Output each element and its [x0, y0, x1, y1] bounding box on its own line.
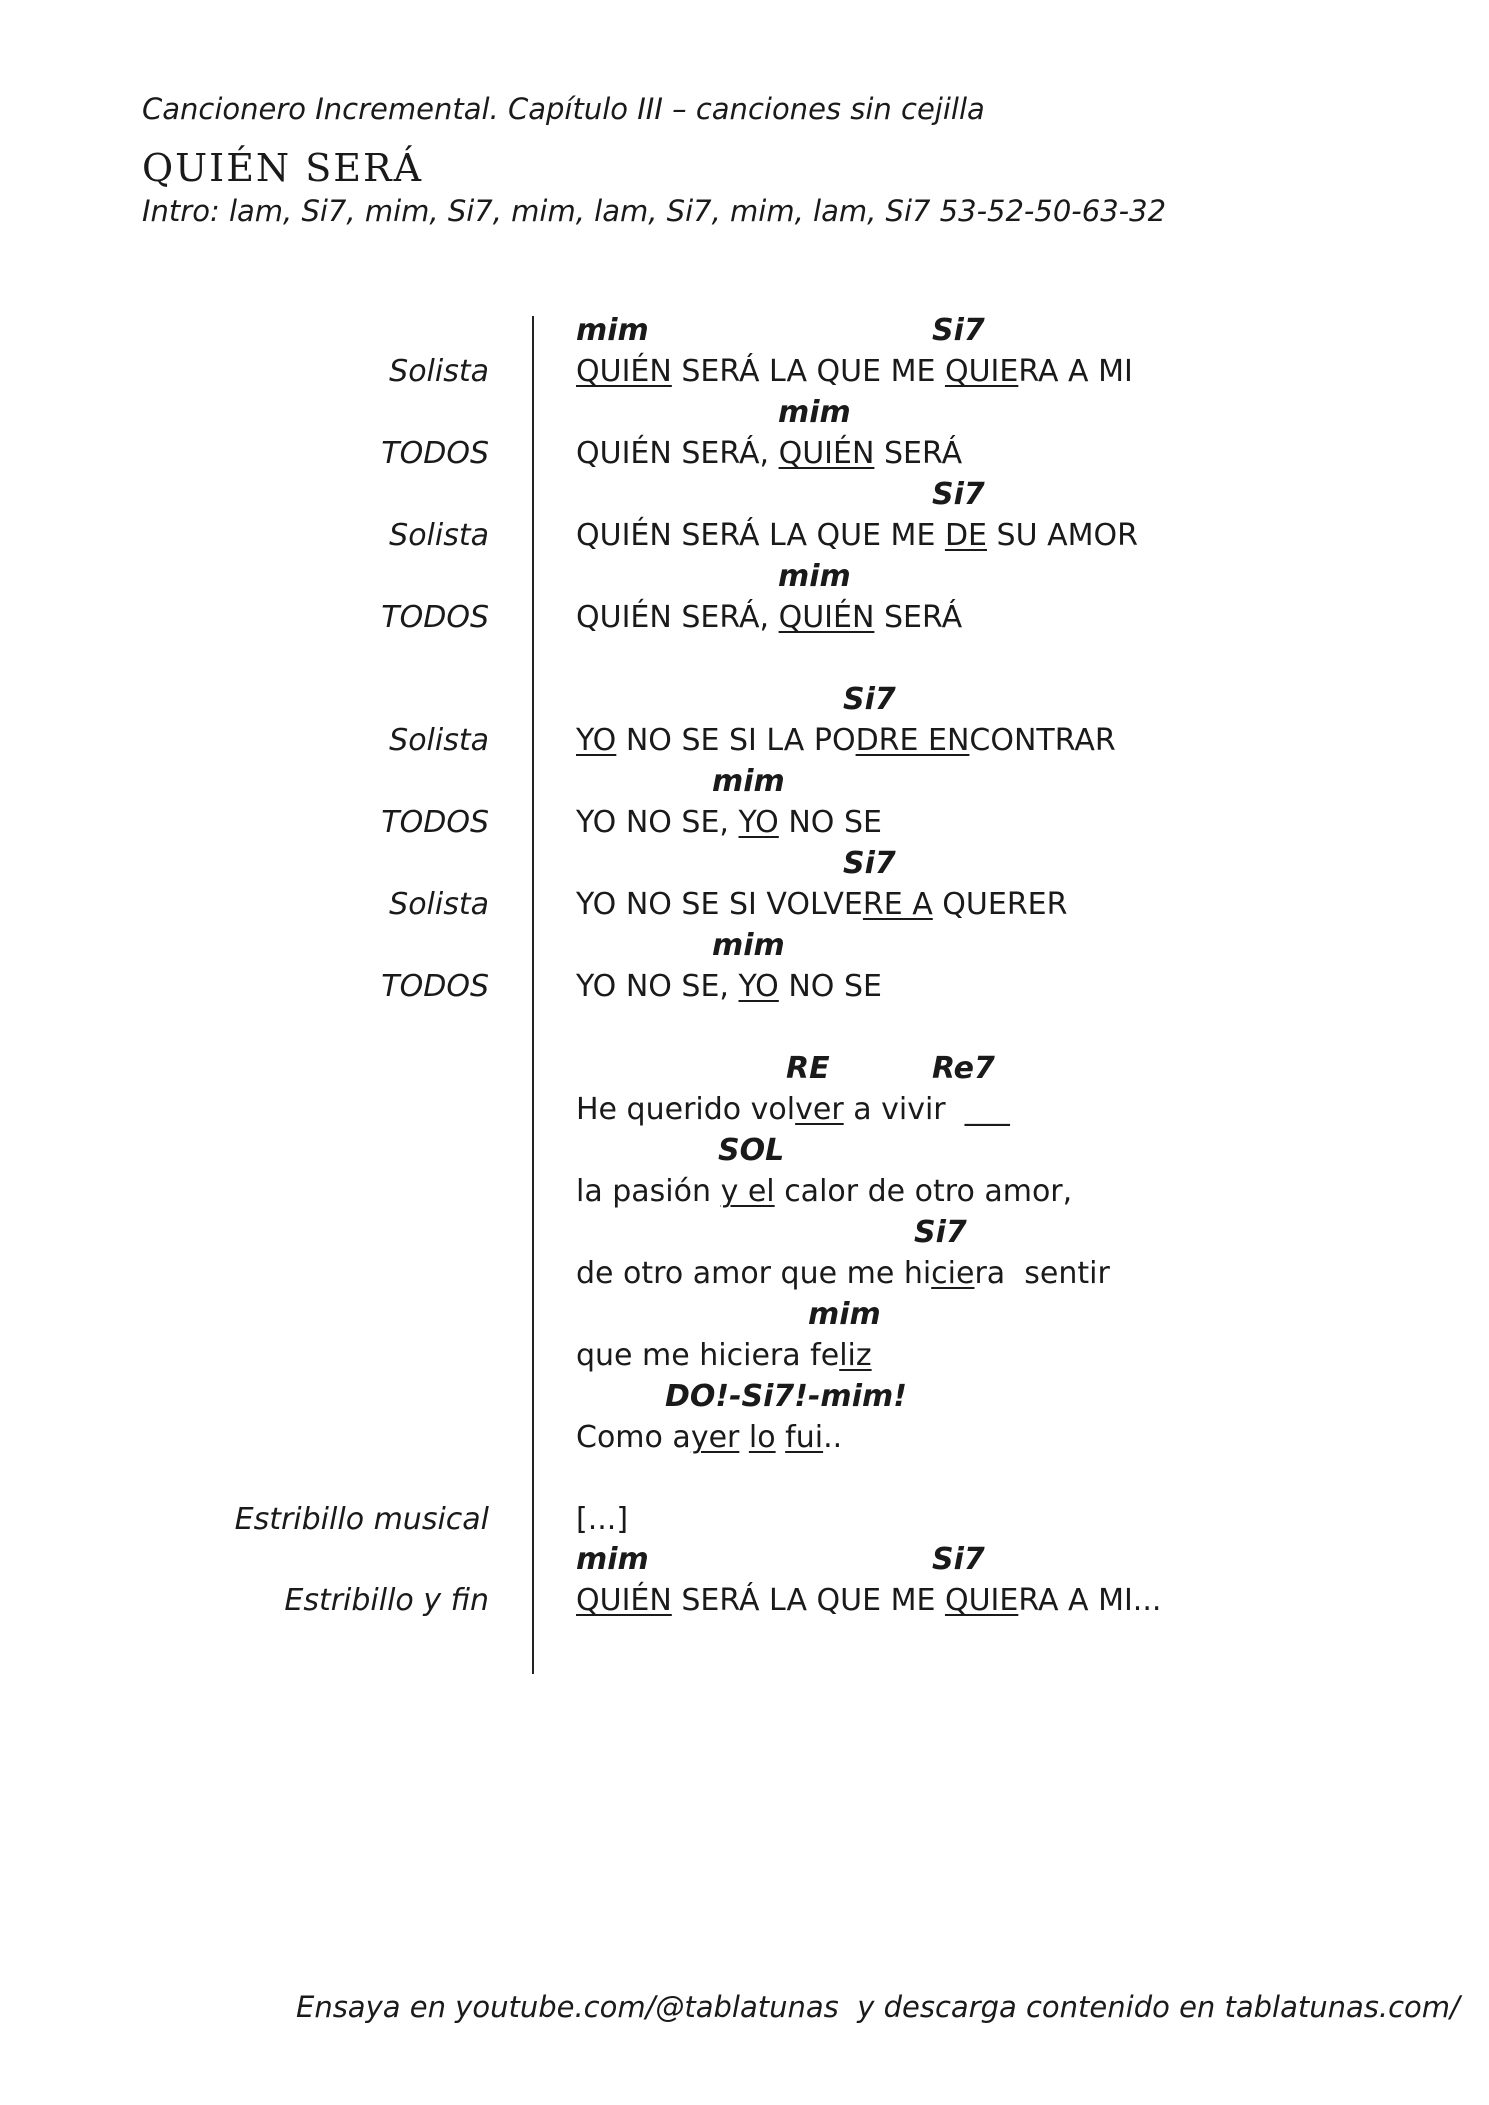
lyric-text: SERÁ LA QUE ME	[671, 1583, 945, 1618]
lyric-text: YO NO SE,	[576, 969, 739, 1004]
chord-label: mim	[778, 395, 851, 430]
lyric-text: QUERER	[932, 887, 1068, 922]
lyric-text: [...]	[576, 1502, 629, 1537]
lyric-line	[576, 723, 1116, 758]
lyric-text: YO NO SE SI VOLVE	[576, 887, 863, 922]
chord-label: Si7	[843, 846, 896, 881]
lyric-line	[576, 600, 962, 635]
vertical-divider	[532, 316, 534, 1674]
stressed-syllable: QUIÉN	[778, 436, 875, 471]
stressed-syllable: DRE EN	[855, 723, 970, 758]
chord-label: Si7	[932, 313, 985, 348]
lyric-text: He querido vol	[576, 1092, 796, 1127]
stressed-syllable: YO	[738, 969, 779, 1004]
lyric-text	[739, 1420, 749, 1455]
lyric-text: la pasión	[576, 1174, 721, 1209]
lyric-line	[576, 1092, 1010, 1127]
stressed-syllable: QUIE	[944, 1583, 1019, 1618]
lyric-text	[776, 1420, 786, 1455]
lyric-line	[576, 1174, 1072, 1209]
lyric-text: YO NO SE,	[576, 805, 739, 840]
lyric-line	[576, 805, 882, 840]
lyric-line	[576, 1420, 842, 1455]
chord-label: SOL	[718, 1133, 785, 1168]
lyric-line	[576, 518, 1138, 553]
chord-label: mim	[712, 928, 785, 963]
lyric-line	[576, 436, 962, 471]
chord-label: DO!-Si7!-mim!	[665, 1379, 907, 1414]
stressed-syllable: y el	[720, 1174, 775, 1209]
chord-label: mim	[808, 1297, 881, 1332]
stressed-syllable: QUIE	[944, 354, 1019, 389]
lyric-text: SERÁ	[874, 436, 963, 471]
stressed-syllable: DE	[944, 518, 987, 553]
singer-role: Estribillo y fin	[284, 1583, 489, 1618]
lyric-text: QUIÉN SERÁ,	[576, 600, 779, 635]
book-title: Cancionero Incremental. Capítulo III – canciones sin cejilla	[142, 92, 985, 126]
lyric-text: Como a	[576, 1420, 691, 1455]
lyric-line	[576, 969, 882, 1004]
chord-label: Si7	[932, 1542, 985, 1577]
chord-label: RE	[786, 1051, 830, 1086]
lyric-line	[576, 1338, 872, 1373]
lyric-text: NO SE SI LA PO	[616, 723, 856, 758]
lyric-text: QUIÉN SERÁ,	[576, 436, 779, 471]
chord-label: Si7	[843, 682, 896, 717]
chord-label: Re7	[932, 1051, 995, 1086]
lyric-text: SERÁ	[874, 600, 963, 635]
stressed-syllable: liz	[839, 1338, 872, 1373]
stressed-syllable: fui	[785, 1420, 824, 1455]
chord-label: Si7	[914, 1215, 967, 1250]
footer-text: Ensaya en youtube.com/@tablatunas y descarga contenido en tablatunas.com/	[296, 1990, 1460, 2024]
lyric-text: RA A MI...	[1018, 1583, 1162, 1618]
stressed-syllable: yer	[690, 1420, 740, 1455]
singer-role: Solista	[389, 518, 489, 553]
lyric-text: CONTRAR	[969, 723, 1116, 758]
intro-line: Intro: lam, Si7, mim, Si7, mim, lam, Si7, mim, lam, Si7 53-52-50-63-32	[142, 194, 1167, 228]
stressed-syllable: YO	[738, 805, 779, 840]
chord-label: mim	[576, 1542, 649, 1577]
lyric-text: calor de otro amor,	[774, 1174, 1073, 1209]
stressed-syllable: RE A	[862, 887, 933, 922]
chord-label: mim	[576, 313, 649, 348]
stressed-syllable: QUIÉN	[576, 354, 672, 389]
stressed-syllable: YO	[576, 723, 617, 758]
stressed-syllable: QUIÉN	[576, 1583, 672, 1618]
lyric-text: que me hiciera fe	[576, 1338, 840, 1373]
lyric-text: SU AMOR	[987, 518, 1138, 553]
singer-role: TODOS	[381, 600, 489, 635]
lyric-text: RA A MI	[1018, 354, 1133, 389]
lyric-line	[576, 1583, 1161, 1618]
stressed-syllable: cie	[931, 1256, 975, 1291]
chord-label: Si7	[932, 477, 985, 512]
singer-role: Solista	[389, 354, 489, 389]
singer-role: TODOS	[381, 969, 489, 1004]
lyric-text: NO SE	[778, 805, 882, 840]
lyric-text: SERÁ LA QUE ME	[671, 354, 945, 389]
lyric-line	[576, 1502, 628, 1537]
lyric-text: a vivir	[843, 1092, 965, 1127]
singer-role: Solista	[389, 723, 489, 758]
lyric-text: ra sentir	[974, 1256, 1110, 1291]
chord-label: mim	[778, 559, 851, 594]
singer-role: TODOS	[381, 805, 489, 840]
singer-role: TODOS	[381, 436, 489, 471]
lyric-text: QUIÉN SERÁ LA QUE ME	[576, 518, 945, 553]
lyric-text: NO SE	[778, 969, 882, 1004]
stressed-syllable: lo	[748, 1420, 776, 1455]
lyric-text: ..	[823, 1420, 843, 1455]
lyric-line	[576, 887, 1067, 922]
chord-label: mim	[712, 764, 785, 799]
lyric-line	[576, 354, 1133, 389]
lyric-text: de otro amor que me hi	[576, 1256, 932, 1291]
lyric-line	[576, 1256, 1110, 1291]
lyric-text: ___	[964, 1092, 1010, 1127]
stressed-syllable: ver	[795, 1092, 844, 1127]
singer-role: Solista	[389, 887, 489, 922]
song-title: QUIÉN SERÁ	[142, 146, 424, 190]
stressed-syllable: QUIÉN	[778, 600, 875, 635]
singer-role: Estribillo musical	[234, 1502, 489, 1537]
